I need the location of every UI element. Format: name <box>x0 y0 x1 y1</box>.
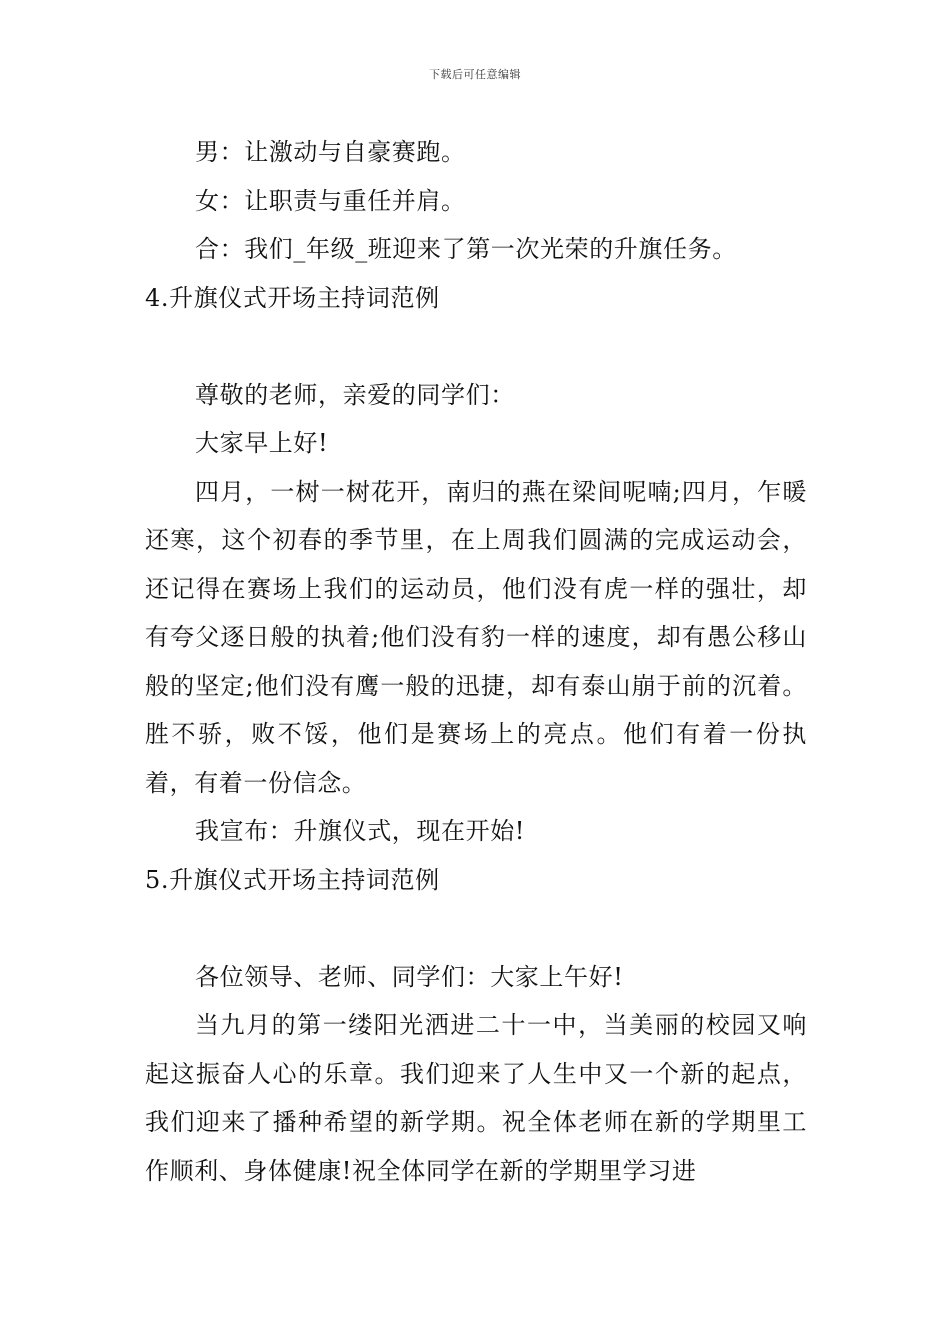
page-header-note: 下载后可任意编辑 <box>429 68 521 81</box>
announcement: 我宣布：升旗仪式，现在开始! <box>195 817 526 845</box>
dialogue-line-female: 女：让职责与重任并肩。 <box>195 186 466 215</box>
body-paragraph-april: 四月，一树一树花开，南归的燕在梁间呢喃;四月，乍暖还寒，这个初春的季节里，在上周我们圆满的完成运动会，还记得在赛场上我们的运动员，他们没有虎一样的强壮，却有夸父逐日般的执着;他们没有豹一样的速度，却有愚公移山般的坚定;他们没有鹰一般的迅捷，却有泰山崩于前的沉着。胜不骄，败不馁，他们是赛场上的亮点。他们有着一份执着，有着一份信念。 <box>145 477 807 797</box>
section-heading-5: 5.升旗仪式开场主持词范例 <box>145 865 440 894</box>
section-heading-4: 4.升旗仪式开场主持词范例 <box>145 283 440 312</box>
blank-line <box>145 322 807 371</box>
body-paragraph-september: 当九月的第一缕阳光洒进二十一中，当美丽的校园又响起这振奋人心的乐章。我们迎来了人生中又一个新的起点，我们迎来了播种希望的新学期。祝全体老师在新的学期里工作顺利、身体健康!祝全体同学在新的学期里学习进 <box>145 1011 807 1185</box>
dialogue-line-together: 合：我们_年级_班迎来了第一次光荣的升旗任务。 <box>195 235 737 263</box>
blank-line <box>145 904 807 953</box>
document-body <box>145 128 807 1195</box>
dialogue-line-male: 男：让激动与自豪赛跑。 <box>195 138 466 166</box>
salutation: 尊敬的老师，亲爱的同学们： <box>195 380 515 409</box>
greeting: 大家早上好! <box>195 429 329 457</box>
salutation-2: 各位领导、老师、同学们：大家上午好! <box>195 962 624 991</box>
